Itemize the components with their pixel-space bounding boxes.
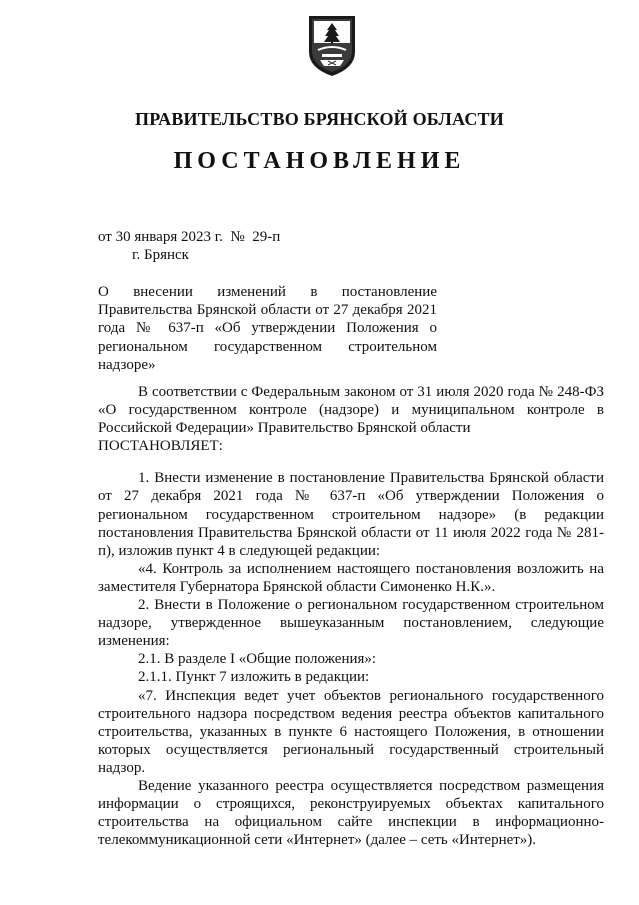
document-body xyxy=(98,383,604,849)
clause-2-paragraph: 2. Внести в Положение о региональном государственном строительном надзоре, утвержденное вышеуказанным постановлением, следующие изменения: xyxy=(98,597,604,650)
clause-2-1-1-paragraph: 2.1.1. Пункт 7 изложить в редакции: xyxy=(138,669,370,686)
date-number-line: от 30 января 2023 г. № 29-п xyxy=(98,229,281,245)
resolves-keyword: ПОСТАНОВЛЯЕТ: xyxy=(98,438,223,455)
coat-of-arms-emblem xyxy=(306,14,358,78)
clause-1-quote-paragraph: «4. Контроль за исполнением настоящего постановления возложить на заместителя Губернатора Брянской области Симоненко Н.К.». xyxy=(98,560,604,595)
clause-2-1-paragraph: 2.1. В разделе I «Общие положения»: xyxy=(138,651,377,668)
government-title: ПРАВИТЕЛЬСТВО БРЯНСКОЙ ОБЛАСТИ xyxy=(135,109,504,129)
clause-1-paragraph: 1. Внести изменение в постановление Правительства Брянской области от 27 декабря 2021 года № 637-п «Об утверждении Положения о региональном государственном строительном надзоре» (в редакции постановления Правительства Брянской области от 11 июля 2022 года № 281-п), изложив пункт 4 в следующей редакции: xyxy=(98,470,604,559)
registry-paragraph: Ведение указанного реестра осуществляется посредством размещения информации о строящихся, реконструируемых объектах капитального строительства на официальном сайте инспекции в информационно-телекоммуникационной сети «Интернет» (далее – сеть «Интернет»). xyxy=(98,777,604,849)
document-type-heading: ПОСТАНОВЛЕНИЕ xyxy=(173,148,466,174)
preamble-paragraph: В соответствии с Федеральным законом от 31 июля 2020 года № 248-ФЗ «О государственном контроле (надзоре) и муниципальном контроле в Российской Федерации» Правительство Брянской области xyxy=(98,384,604,437)
subject-heading: О внесении изменений в постановление Правительства Брянской области от 27 декабря 2021 года № 637-п «Об утверждении Положения о региональном государственном строительном надзоре» xyxy=(98,284,437,373)
city-line: г. Брянск xyxy=(132,247,189,263)
clause-7-quote-paragraph: «7. Инспекция ведет учет объектов регионального государственного строительного надзора посредством ведения реестра объектов капитального строительства, указанных в пункте 6 настоящего Положения, в отношении которых осуществляется региональный государственный строительный надзор. xyxy=(98,687,604,776)
